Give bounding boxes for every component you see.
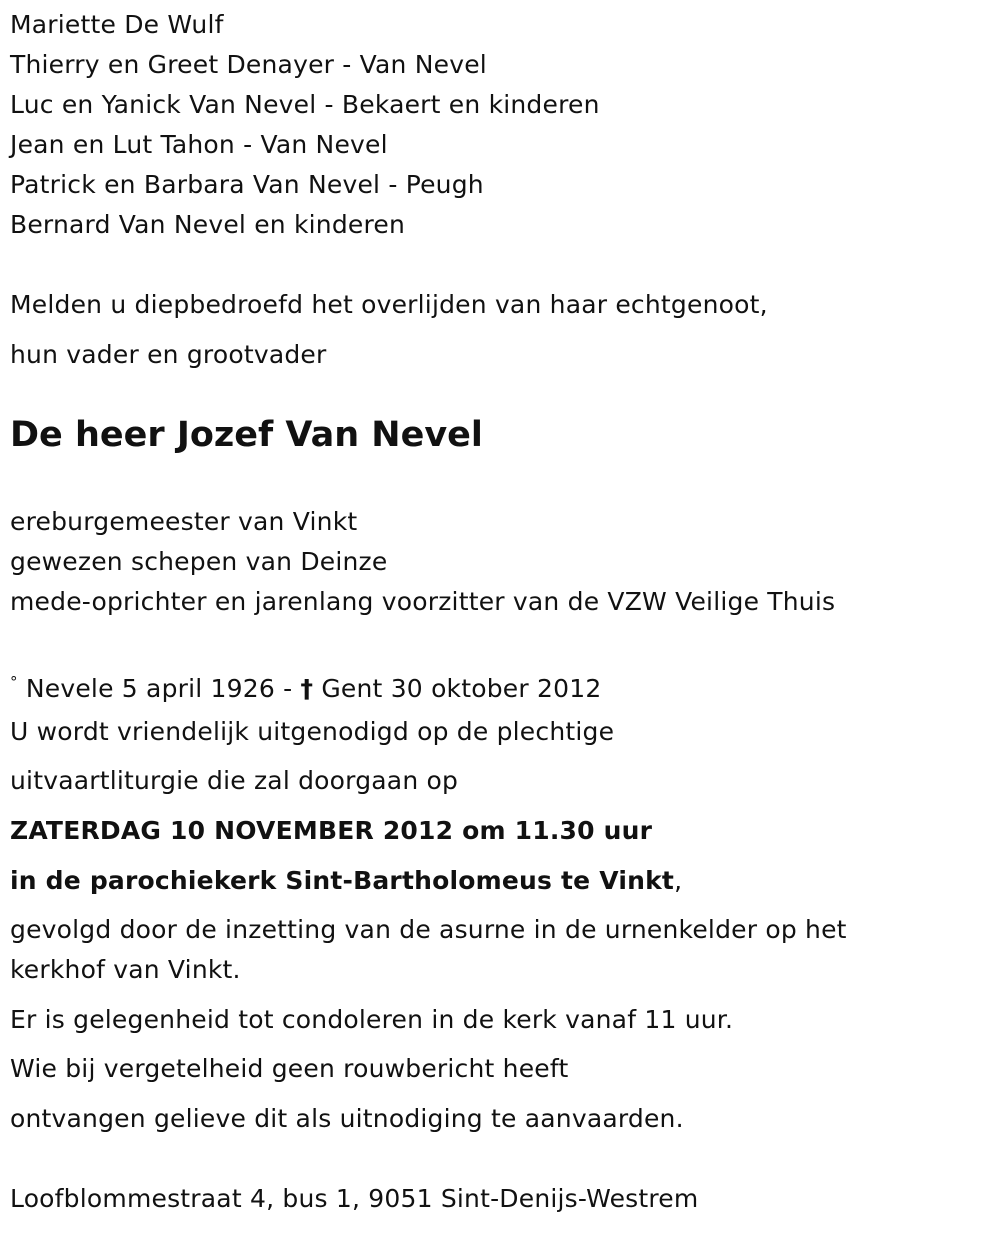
followup-line-1: gevolgd door de inzetting van de asurne in de urnenkelder op het: [10, 915, 847, 944]
family-member-6: Bernard Van Nevel en kinderen: [10, 210, 406, 239]
notice-line-1: Wie bij vergetelheid geen rouwbericht heeft: [10, 1054, 569, 1083]
family-member-5: Patrick en Barbara Van Nevel - Peugh: [10, 170, 484, 199]
deceased-name: De heer Jozef Van Nevel: [10, 415, 483, 455]
title-line-1: ereburgemeester van Vinkt: [10, 507, 358, 536]
family-member-3: Luc en Yanick Van Nevel - Bekaert en kinderen: [10, 90, 600, 119]
invitation-line-2: uitvaartliturgie die zal doorgaan op: [10, 766, 459, 795]
ceremony-datetime: ZATERDAG 10 NOVEMBER 2012 om 11.30 uur: [10, 816, 653, 845]
title-line-3: mede-oprichter en jarenlang voorzitter van de VZW Veilige Thuis: [10, 587, 836, 616]
death-date: Gent 30 oktober 2012: [321, 674, 602, 703]
address: Loofblommestraat 4, bus 1, 9051 Sint-Denijs-Westrem: [10, 1184, 699, 1213]
announcement-line-2: hun vader en grootvader: [10, 340, 327, 369]
cross-icon: †: [300, 674, 314, 703]
ceremony-location-line: [10, 861, 682, 901]
condolence-info: Er is gelegenheid tot condoleren in de kerk vanaf 11 uur.: [10, 1005, 734, 1034]
birth-date: Nevele 5 april 1926 -: [25, 674, 293, 703]
family-member-2: Thierry en Greet Denayer - Van Nevel: [10, 50, 487, 79]
notice-line-2: ontvangen gelieve dit als uitnodiging te aanvaarden.: [10, 1104, 684, 1133]
announcement-line-1: Melden u diepbedroefd het overlijden van haar echtgenoot,: [10, 290, 768, 319]
life-dates: [10, 662, 601, 709]
birth-symbol: °: [10, 673, 18, 691]
ceremony-location-comma: ,: [674, 866, 683, 895]
family-member-4: Jean en Lut Tahon - Van Nevel: [10, 130, 388, 159]
family-member-1: Mariette De Wulf: [10, 10, 224, 39]
followup-line-2: kerkhof van Vinkt.: [10, 955, 241, 984]
invitation-line-1: U wordt vriendelijk uitgenodigd op de plechtige: [10, 717, 615, 746]
ceremony-location: in de parochiekerk Sint-Bartholomeus te Vinkt: [10, 866, 675, 895]
title-line-2: gewezen schepen van Deinze: [10, 547, 388, 576]
